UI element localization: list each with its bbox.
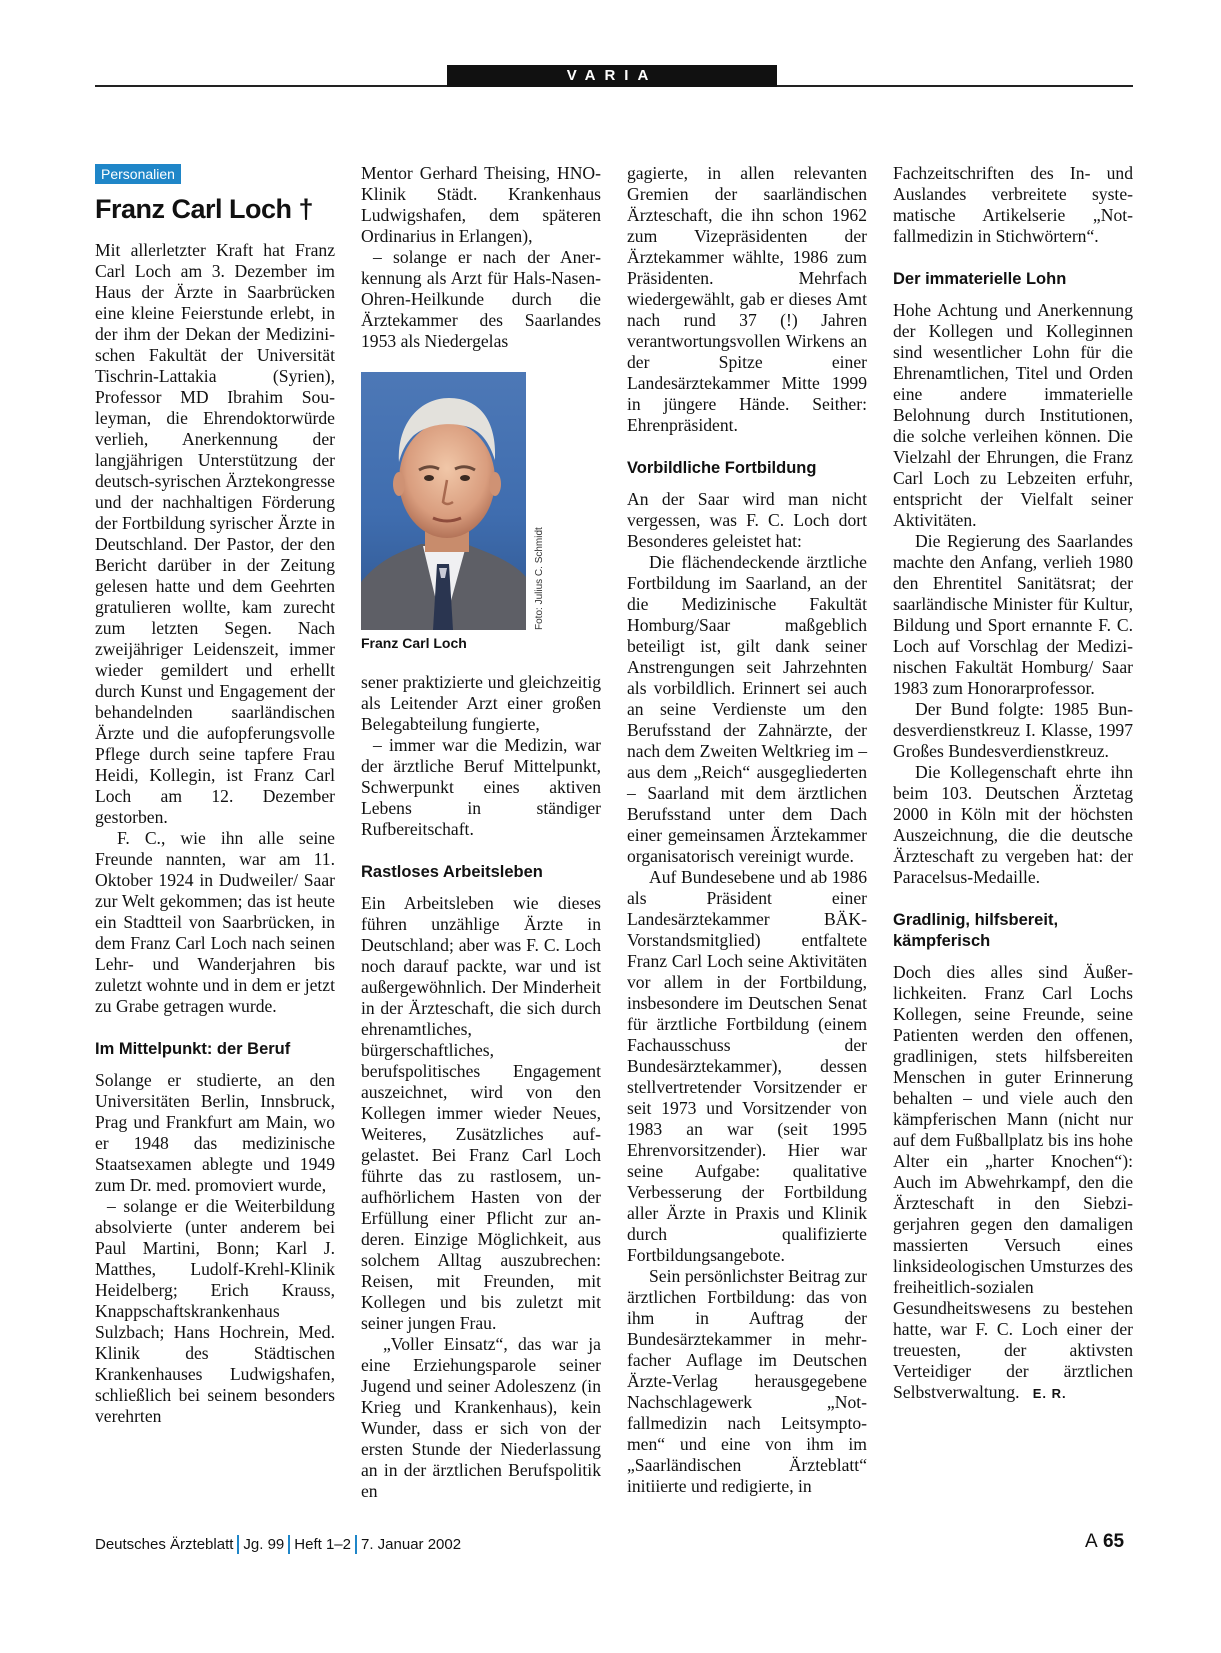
paragraph: Fachzeitschriften des In- und Auslandes verbreitete systematische Artikelserie „Notfallmedizin in Stichwörtern“.	[893, 163, 1133, 246]
paragraph: – immer war die Medizin, war der ärztliche Beruf Mittelpunkt, Schwerpunkt eines aktiven Lebens in ständiger Rufbereitschaft.	[361, 735, 601, 839]
paragraph: An der Saar wird man nicht vergessen, was F. C. Loch dort Besonderes geleistet hat:	[627, 489, 867, 551]
paragraph: gagierte, in allen relevanten Gremien der saarländischen Ärzteschaft, die ihn schon 1962 zum Vizepräsidenten der Ärztekammer wählte, 1986 zum Präsidenten. Mehrfach wiedergewählt, gab er dieses Amt nach rund 37 (!) Jahren verantwortungsvollen Wirkens an der Spitze einer Landesärztekammer Mitte 1999 in jüngere Hände. Seither: Ehrenpräsident.	[627, 163, 867, 435]
author-initials: E. R.	[1032, 1386, 1067, 1401]
subheading: Im Mittelpunkt: der Beruf	[95, 1040, 291, 1058]
paragraph: Ein Arbeitsleben wie dieses führen unzählige Ärzte in Deutschland; aber was F. C. Loch noch darauf packte, war und ist außergewöhnlich. Der Minderheit in der Ärzteschaft, die sich durch ehrenamtliches, bürgerschaftliches, berufspolitisches Engagement auszeichnet, wird von den Kollegen immer wieder Neues, Weiteres, Zusätzliches aufgelastet. Bei Franz Carl Loch führte das zu rastlosem, unaufhörlichem Hasten von der Erfüllung einer Pflicht zur anderen. Einzige Möglichkeit, aus solchem Alltag auszubrechen: Reisen, mit Freunden, mit Kollegen und bis zuletzt mit seiner jungen Frau.	[361, 893, 601, 1333]
volume: Jg. 99	[243, 1536, 285, 1553]
column-2	[361, 163, 601, 1502]
journal-name: Deutsches Ärzteblatt	[95, 1536, 234, 1553]
subheading: Rastloses Arbeitsleben	[361, 863, 543, 881]
column-3	[627, 163, 867, 1497]
page-number	[1085, 1531, 1124, 1553]
category-tag: Personalien	[95, 164, 181, 184]
page-footer	[95, 1535, 461, 1554]
paragraph: Die Regierung des Saarlandes machte den Anfang, verlieh 1980 den Ehrentitel Sanitätsrat; der saarländische Minister für Kultur, Bildung und Sport ernannte F. C. Loch auf Vorschlag der Medizinischen Fakultät Homburg/ Saar 1983 zum Honorarprofessor.	[893, 531, 1133, 698]
paragraph: Die Kollegenschaft ehrte ihn beim 103. Deutschen Ärztetag 2000 in Köln mit der höchsten Auszeichnung, die die deutsche Ärzteschaft zu vergeben hat: der Paracelsus-Medaille.	[893, 762, 1133, 887]
subheading: Der immaterielle Lohn	[893, 270, 1067, 288]
portrait-figure	[361, 372, 545, 652]
paragraph: Solange er studierte, an den Universitäten Berlin, Innsbruck, Prag und Frankfurt am Main, wo er 1948 das medizinische Staatsexamen ablegte und 1949 zum Dr. med. promoviert wurde,	[95, 1070, 335, 1195]
page-number-value: 65	[1102, 1531, 1125, 1552]
footer-separator	[237, 1535, 239, 1554]
paragraph: – solange er die Weiterbildung absolvierte (unter anderem bei Paul Martini, Bonn; Karl J. Matthes, Ludolf-Krehl-Klinik Heidelberg; Erich Krauss, Knappschaftskrankenhaus Sulzbach; Hans Hochrein, Med. Klinik des Städtischen Krankenhauses Ludwigshafen, schließlich bei seinem besonders verehrten	[95, 1196, 335, 1426]
issue: Heft 1–2	[294, 1536, 351, 1553]
paragraph: „Voller Einsatz“, das war ja eine Erziehungsparole seiner Jugend und seiner Adoleszenz (in Krieg und Krankenhaus), kein Wunder, dass er sich von der ersten Stunde der Niederlassung an in der ärztlichen Berufspolitik en	[361, 1334, 601, 1501]
portrait-illustration	[361, 372, 526, 630]
paragraph: F. C., wie ihn alle seine Freunde nannten, war am 11. Oktober 1924 in Dudweiler/ Saar zur Welt gekommen; das ist heute ein Stadtteil von Saarbrücken, in dem Franz Carl Loch nach seinen Lehr- und Wanderjahren bis zuletzt wohnte und in dem er jetzt zu Grabe getragen wurde.	[95, 828, 335, 1016]
paragraph: Hohe Achtung und Anerkennung der Kollegen und Kolleginnen sind wesentlicher Lohn für die Ehrenamtlichen, Titel und Orden eine andere immaterielle Belohnung durch Institutionen, die solche verleihen können. Die Vielzahl der Ehrungen, die Franz Carl Loch zu Lebzeiten erfuhr, entspricht der Vielfalt seiner Aktivitäten.	[893, 300, 1133, 530]
column-1	[95, 163, 335, 1427]
paragraph-text: Doch dies alles sind Äußerlichkeiten. Franz Carl Lochs Kollegen, seine Freunde, seine Patienten werden den offenen, gradlinigen, stets hilfsbereiten Menschen in guter Erinnerung behalten – und viele auch den kämpferischen Mann (nicht nur auf dem Fußballplatz bis ins hohe Alter ein „harter Knochen“): Auch im Abwehrkampf, den die Ärzteschaft in den Siebzigerjahren gegen den damaligen massierten Versuch eines linksideologischen Umsturzes des freiheitlich-sozialen Gesundheitswesens zu bestehen hatte, war F. C. Loch einer der treuesten, der aktivsten Verteidiger der ärztlichen Selbstverwaltung.	[893, 962, 1133, 1402]
paragraph: sener praktizierte und gleichzeitig als Leitender Arzt einer großen Belegabteilung fungierte,	[361, 672, 601, 734]
article-title: Franz Carl Loch †	[95, 194, 314, 224]
column-4	[893, 163, 1133, 1404]
photo-caption: Franz Carl Loch	[361, 635, 467, 651]
subheading: Vorbildliche Fortbildung	[627, 459, 817, 477]
paragraph: Der Bund folgte: 1985 Bundesverdienstkreuz I. Klasse, 1997 Großes Bundesverdienstkreuz.	[893, 699, 1133, 761]
paragraph: Sein persönlichster Beitrag zur ärztlichen Fortbildung: das von ihm in Auftrag der Bundesärztekammer in mehrfacher Auflage im Deutschen Ärzte-Verlag herausgegebene Nachschlagewerk „Notfallmedizin nach Leitsymptomen“ und eine von ihm im „Saarländischen Ärzteblatt“ initiierte und redigierte, in	[627, 1266, 867, 1496]
section-header: VARIA	[447, 65, 777, 87]
photo-credit: Foto: Julius C. Schmidt	[534, 527, 545, 630]
portrait-photo	[361, 372, 526, 630]
issue-date: 7. Januar 2002	[361, 1536, 462, 1553]
paragraph: Mit allerletzter Kraft hat Franz Carl Loch am 3. Dezember im Haus der Ärzte in Saarbrücken eine kleine Feierstunde erlebt, in der ihm der Dekan der Medizinischen Fakultät der Universität Tischrin-Lattakia (Syrien), Professor MD Ibrahim Souleyman, die Ehrendoktorwürde verlieh, Anerkennung der langjährigen Unterstützung der deutsch-syrischen Ärztekongresse und der nachhaltigen Förderung der Fortbildung syrischer Ärzte in Deutschland. Der Pastor, der den Bericht darüber in der Zeitung gelesen hatte und dem Geehrten gratulieren wollte, kam zurecht zum letzten Segen. Nach zweijähriger Leidenszeit, immer wieder gemildert und erhellt durch Kunst und Engagement der behandelnden saarländischen Ärzte und die aufopferungsvolle Pflege durch seine tapfere Frau Heidi, Kollegin, ist Franz Carl Loch am 12. Dezember gestorben.	[95, 240, 335, 827]
paragraph: – solange er nach der Anerkennung als Arzt für Hals-Nasen-Ohren-Heilkunde durch die Ärztekammer des Saarlandes 1953 als Niedergelas	[361, 247, 601, 351]
paragraph: Mentor Gerhard Theising, HNO-Klinik Städt. Krankenhaus Ludwigshafen, dem späteren Ordinarius in Erlangen),	[361, 163, 601, 246]
paragraph: Auf Bundesebene und ab 1986 als Präsident einer Landesärztekammer BÄK-Vorstandsmitglied) entfaltete Franz Carl Loch seine Aktivitäten vor allem in der Fortbildung, insbesondere im Deutschen Senat für ärztliche Fortbildung (einem Fachausschuss der Bundesärztekammer), dessen stellvertretender Vorsitzender er seit 1973 und Vorsitzender von 1983 an war (seit 1995 Ehrenvorsitzender). Hier war seine Aufgabe: qualitative Verbesserung der Fortbildung aller Ärzte in Praxis und Klinik durch qualifizierte Fortbildungsangebote.	[627, 867, 867, 1265]
subheading: Gradlinig, hilfsbereit, kämpferisch	[893, 911, 1059, 950]
footer-separator	[355, 1535, 357, 1554]
footer-separator	[288, 1535, 290, 1554]
paragraph: Die flächendeckende ärztliche Fortbildung im Saarland, an der die Medizinische Fakultät Homburg/Saar maßgeblich beteiligt ist, gilt dank seiner Anstrengungen seit Jahrzehnten als vorbildlich. Erinnert sei auch an seine Verdienste um den Berufsstand der Zahnärzte, der nach dem Zweiten Weltkrieg im – aus dem „Reich“ ausgegliederten – Saarland mit dem ärztlichen Berufsstand unter dem Dach einer gemeinsamen Ärztekammer organisatorisch vereinigt wurde.	[627, 552, 867, 866]
page-prefix: A	[1085, 1531, 1098, 1552]
paragraph	[893, 962, 1133, 1404]
